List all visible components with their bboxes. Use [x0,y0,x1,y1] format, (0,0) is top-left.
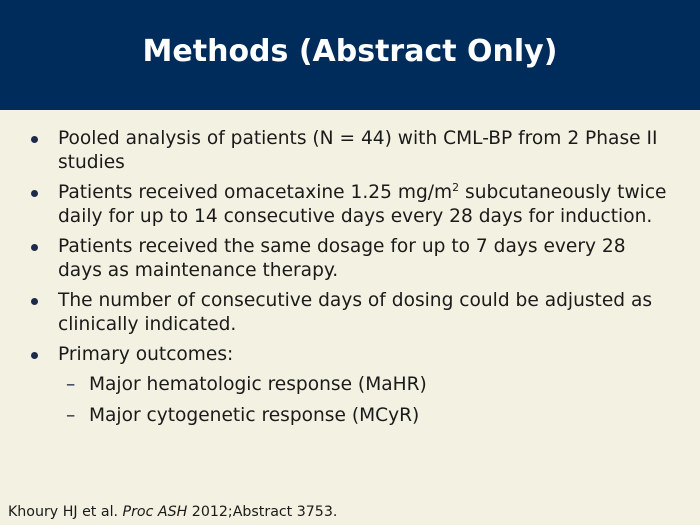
bullet-text: Primary outcomes: [58,344,234,365]
bullet-item [30,235,670,283]
sub-bullet-item [58,373,670,397]
citation-journal: Proc ASH [122,504,188,520]
bullet-dot-icon [31,244,38,251]
bullet-item [30,343,670,428]
bullet-item [30,127,670,175]
citation [8,504,337,520]
sub-bullet-text: Major cytogenetic response (MCyR) [89,405,420,426]
sub-bullet-list [58,373,670,428]
bullet-text: Pooled analysis of patients (N = 44) with CML-BP from 2 Phase II studies [58,128,658,173]
bullet-item [30,289,670,337]
slide-title: Methods (Abstract Only) [142,33,558,69]
citation-authors: Khoury HJ et al. [8,504,123,520]
bullet-text: Patients received the same dosage for up to 7 days every 28 days as maintenance therapy. [58,236,626,281]
sub-bullet-text: Major hematologic response (MaHR) [89,374,427,395]
citation-details: 2012;Abstract 3753. [187,504,338,520]
dash-icon: – [66,374,76,395]
bullet-text-post: subcutaneously twice daily for up to 14 consecutive days every 28 days for induction. [58,182,667,227]
title-bar [0,0,700,110]
superscript: 2 [452,181,460,194]
bullet-list [30,127,670,435]
bullet-dot-icon [31,298,38,305]
sub-bullet-item [58,404,670,428]
dash-icon: – [66,405,76,426]
bullet-text-pre: Patients received omacetaxine 1.25 mg/m [58,182,453,203]
bullet-text: The number of consecutive days of dosing could be adjusted as clinically indicated. [58,290,653,335]
bullet-dot-icon [31,190,38,197]
bullet-dot-icon [31,352,38,359]
bullet-item [30,181,670,229]
bullet-dot-icon [31,136,38,143]
